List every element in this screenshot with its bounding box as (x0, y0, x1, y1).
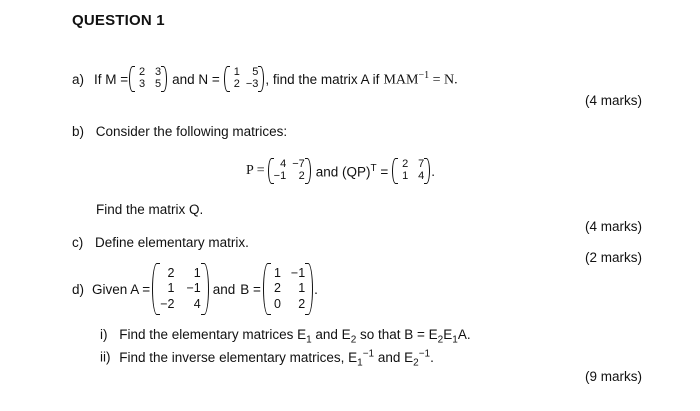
matrix-n-cell: 5 (252, 66, 259, 79)
part-a-text-1: If M = (94, 71, 129, 87)
part-a-text-3: , find the matrix A if (265, 71, 380, 87)
part-d-ii (100, 348, 434, 368)
matrix-b-cell: 2 (273, 281, 281, 296)
matrix-a-cell: −2 (160, 296, 175, 311)
matrix-b-cell: 2 (298, 296, 306, 311)
part-d-ii-text: Find the inverse elementary matrices, $E_1^{-1}$ and $E_2^{-1}$. (119, 348, 434, 369)
part-b-label: b) (72, 124, 85, 139)
matrix-n (224, 66, 265, 92)
matrix-n-cell: 2 (233, 78, 240, 90)
matrix-a-cell: 4 (193, 296, 201, 311)
matrix-a-cell: −1 (186, 281, 201, 296)
part-d-period: . (314, 281, 318, 297)
matrix-a-cell: 1 (167, 281, 175, 296)
matrix-qpt-cell: 2 (402, 158, 409, 171)
part-d-i (100, 327, 471, 346)
part-c-marks: (2 marks) (585, 250, 642, 265)
matrix-a (152, 263, 209, 315)
matrix-b-cell: 1 (273, 265, 281, 280)
matrix-a-cell: 2 (167, 265, 175, 280)
matrix-m-cell: 3 (139, 78, 146, 90)
matrix-m-cell: 3 (155, 66, 162, 79)
part-b-find: Find the matrix Q. (96, 202, 204, 217)
part-d-text-1: Given A = (92, 281, 151, 297)
matrix-p-label: P = (246, 163, 265, 178)
matrix-qpt-cell: 7 (418, 158, 425, 171)
part-a-equation: $MAM^{-1} = N$. (383, 69, 458, 88)
part-b-matrices (246, 158, 435, 184)
part-b-line (72, 124, 287, 139)
part-c-text: Define elementary matrix. (95, 235, 249, 250)
matrix-b-cell: 0 (273, 296, 281, 311)
part-a-text-2: and N = (172, 71, 220, 87)
part-a-marks: (4 marks) (585, 93, 642, 108)
matrix-m-cell: 5 (155, 78, 162, 90)
matrix-p-cell: 2 (298, 170, 305, 182)
matrix-p-cell: −1 (273, 170, 287, 182)
matrix-p-cell: 4 (280, 158, 287, 171)
matrix-m-cell: 2 (139, 66, 146, 79)
matrix-b-label: B = (240, 281, 261, 297)
part-d-marks: (9 marks) (585, 369, 642, 384)
part-c-line (72, 235, 249, 250)
part-a-line (72, 66, 458, 92)
matrix-n-cell: −3 (245, 78, 259, 90)
matrix-m (129, 66, 167, 92)
matrix-b (263, 263, 313, 315)
part-d-line (72, 260, 318, 318)
part-b-marks: (4 marks) (585, 219, 642, 234)
matrix-b-cell: 1 (298, 281, 306, 296)
part-b-and: and (QP)$^T$ = (315, 162, 389, 180)
part-d-i-label: i) (100, 327, 108, 342)
matrix-p-cell: −7 (292, 158, 305, 171)
part-d-ii-label: ii) (100, 349, 111, 365)
matrix-qpt-cell: 1 (402, 170, 409, 182)
matrix-p (268, 158, 311, 184)
matrix-n-cell: 1 (233, 66, 240, 79)
part-d-label: d) (72, 281, 85, 297)
matrix-qpt-cell: 4 (418, 170, 425, 182)
question-title: QUESTION 1 (72, 12, 165, 29)
part-c-label: c) (72, 235, 84, 250)
part-d-i-text: Find the elementary matrices $E_1$ and $E_2$ so that $B = E_2E_1A$. (119, 327, 471, 346)
matrix-a-cell: 1 (193, 265, 201, 280)
part-a-label: a) (72, 71, 85, 87)
part-b-intro: Consider the following matrices: (95, 124, 288, 139)
matrix-qp-transpose (392, 158, 430, 184)
part-d-and: and (212, 281, 236, 297)
part-b-period: . (431, 163, 436, 179)
matrix-b-cell: −1 (290, 265, 306, 280)
